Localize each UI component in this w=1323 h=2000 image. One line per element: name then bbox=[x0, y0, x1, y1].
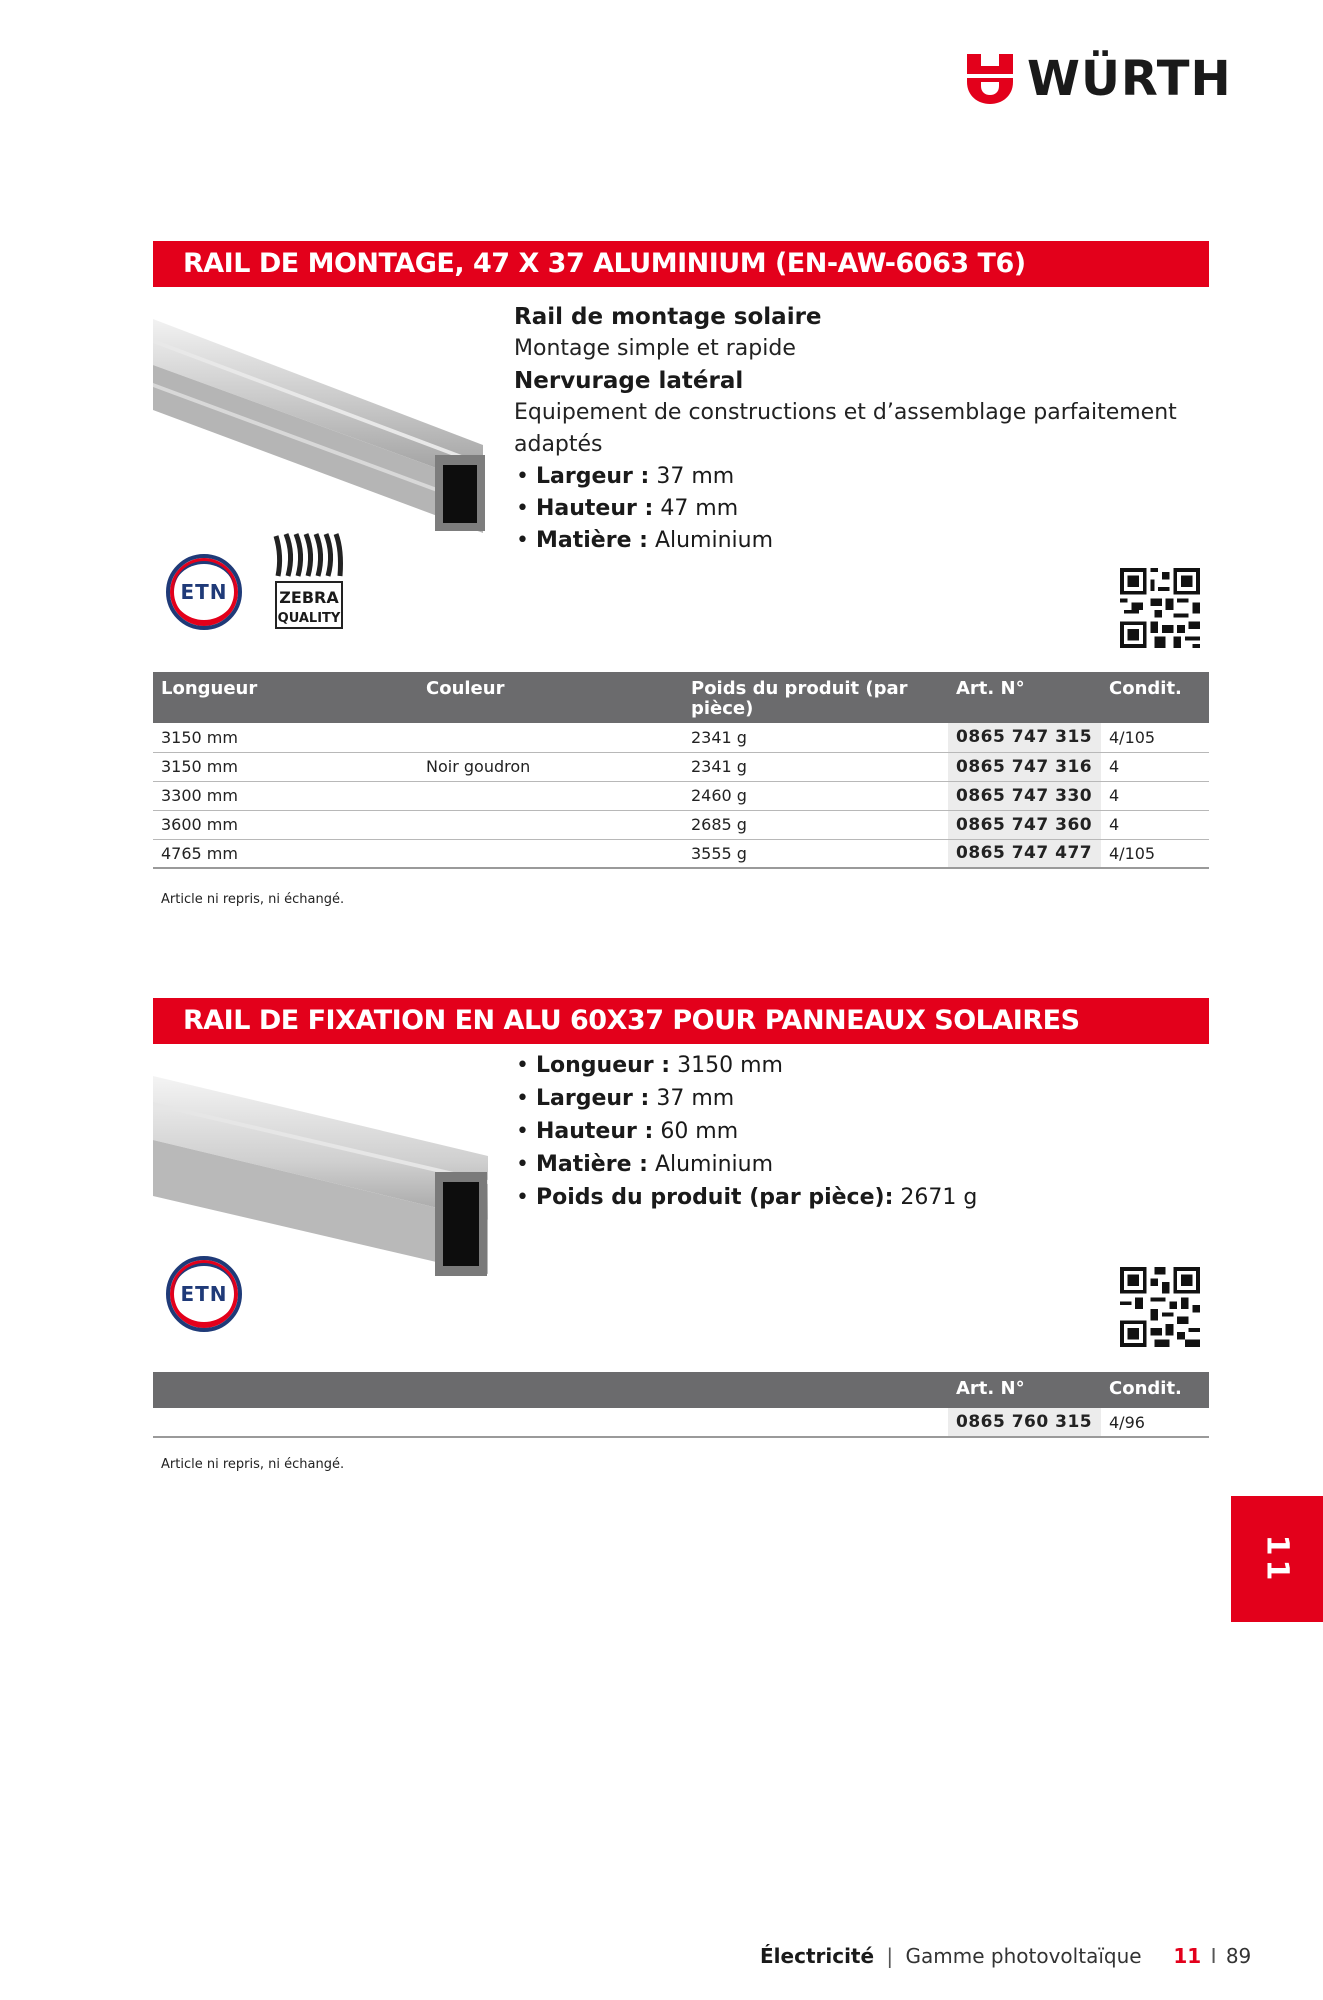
footer-page-number: 89 bbox=[1225, 1944, 1252, 1968]
cell-couleur bbox=[418, 781, 683, 810]
spec-bullet: • Longueur : 3150 mm bbox=[514, 1049, 1194, 1082]
spec-bullet: • Hauteur : 60 mm bbox=[514, 1115, 1194, 1148]
cell-condit: 4 bbox=[1101, 781, 1209, 810]
rail-47x37-image bbox=[153, 305, 493, 545]
spec-bullet: • Matière : Aluminium bbox=[514, 1148, 1194, 1181]
cell-couleur bbox=[418, 839, 683, 868]
spec-bullet: • Hauteur : 47 mm bbox=[514, 493, 1194, 525]
description-heading: Rail de montage solaire bbox=[514, 304, 822, 330]
description-text: Montage simple et rapide bbox=[514, 336, 796, 361]
brand-name: WÜRTH bbox=[1027, 51, 1232, 107]
brand-logo bbox=[965, 51, 1232, 107]
section1-product-table bbox=[153, 672, 1209, 869]
cell-longueur: 3600 mm bbox=[153, 810, 418, 839]
cell-condit: 4 bbox=[1101, 752, 1209, 781]
cell-longueur: 4765 mm bbox=[153, 839, 418, 868]
section1-note: Article ni repris, ni échangé. bbox=[161, 892, 345, 907]
cell-condit: 4/105 bbox=[1101, 839, 1209, 868]
footer-category: Électricité bbox=[760, 1944, 875, 1968]
cell-couleur bbox=[418, 723, 683, 752]
table-header-row bbox=[153, 1372, 1209, 1408]
cell-condit: 4 bbox=[1101, 810, 1209, 839]
cell-poids: 2685 g bbox=[683, 810, 948, 839]
cell-poids: 2341 g bbox=[683, 723, 948, 752]
column-header-poids: Poids du produit (par pièce) bbox=[683, 672, 948, 723]
cell-condit: 4/105 bbox=[1101, 723, 1209, 752]
qr-code-icon[interactable] bbox=[1120, 568, 1200, 648]
footer-separator: | bbox=[886, 1944, 894, 1968]
description-text: Equipement de constructions et d’assemblage parfaitement adaptés bbox=[514, 400, 1177, 457]
cell-art-no: 0865 747 360 bbox=[948, 810, 1101, 839]
qr-code-icon[interactable] bbox=[1120, 1267, 1200, 1347]
chapter-tab-label: 11 bbox=[1259, 1534, 1295, 1584]
section2-title: RAIL DE FIXATION EN ALU 60X37 POUR PANNEAUX SOLAIRES bbox=[153, 998, 1209, 1044]
spec-bullet: • Matière : Aluminium bbox=[514, 525, 1194, 557]
etn-badge-icon: ETN bbox=[166, 554, 242, 630]
table-row bbox=[153, 810, 1209, 839]
description-heading: Nervurage latéral bbox=[514, 368, 744, 394]
cell-condit: 4/96 bbox=[1101, 1408, 1209, 1437]
cell-poids: 3555 g bbox=[683, 839, 948, 868]
cell-longueur: 3150 mm bbox=[153, 752, 418, 781]
table-row bbox=[153, 752, 1209, 781]
section2-note: Article ni repris, ni échangé. bbox=[161, 1457, 345, 1472]
svg-text:QUALITY: QUALITY bbox=[277, 611, 341, 626]
svg-text:ZEBRA: ZEBRA bbox=[279, 588, 339, 607]
etn-badge-icon: ETN bbox=[166, 1256, 242, 1332]
table-header-row bbox=[153, 672, 1209, 723]
cell-art-no: 0865 747 316 bbox=[948, 752, 1101, 781]
cell-art-no: 0865 760 315 bbox=[948, 1408, 1101, 1437]
cell-poids: 2460 g bbox=[683, 781, 948, 810]
spec-bullet: • Largeur : 37 mm bbox=[514, 1082, 1194, 1115]
column-header-condit: Condit. bbox=[1101, 672, 1209, 723]
cell-poids: 2341 g bbox=[683, 752, 948, 781]
column-header-art-no: Art. N° bbox=[948, 672, 1101, 723]
cell-art-no: 0865 747 477 bbox=[948, 839, 1101, 868]
spec-bullet: • Largeur : 37 mm bbox=[514, 461, 1194, 493]
section2-product-table bbox=[153, 1372, 1209, 1438]
footer-subcategory: Gamme photovoltaïque bbox=[905, 1944, 1142, 1968]
table-row bbox=[153, 723, 1209, 752]
cell-empty bbox=[153, 1408, 948, 1437]
cell-couleur bbox=[418, 810, 683, 839]
column-header-art-no: Art. N° bbox=[948, 1372, 1101, 1408]
cell-art-no: 0865 747 315 bbox=[948, 723, 1101, 752]
table-row bbox=[153, 839, 1209, 868]
spec-bullet: • Poids du produit (par pièce): 2671 g bbox=[514, 1181, 1194, 1214]
column-header-condit: Condit. bbox=[1101, 1372, 1209, 1408]
cell-longueur: 3300 mm bbox=[153, 781, 418, 810]
chapter-tab[interactable] bbox=[1231, 1496, 1323, 1622]
cell-couleur: Noir goudron bbox=[418, 752, 683, 781]
section2-description bbox=[514, 1049, 1194, 1214]
wurth-logo-icon bbox=[965, 52, 1015, 106]
section1-title: RAIL DE MONTAGE, 47 X 37 ALUMINIUM (EN-AW-6063 T6) bbox=[153, 241, 1209, 287]
column-header-longueur: Longueur bbox=[153, 672, 418, 723]
column-header-empty bbox=[153, 1372, 948, 1408]
column-header-couleur: Couleur bbox=[418, 672, 683, 723]
footer-chapter: 11 bbox=[1173, 1944, 1202, 1968]
cell-longueur: 3150 mm bbox=[153, 723, 418, 752]
cell-art-no: 0865 747 330 bbox=[948, 781, 1101, 810]
table-row bbox=[153, 781, 1209, 810]
footer-separator: I bbox=[1210, 1944, 1217, 1968]
page-footer bbox=[760, 1944, 1251, 1968]
section1-description bbox=[514, 301, 1194, 557]
zebra-quality-badge-icon bbox=[272, 532, 346, 632]
table-row bbox=[153, 1408, 1209, 1437]
